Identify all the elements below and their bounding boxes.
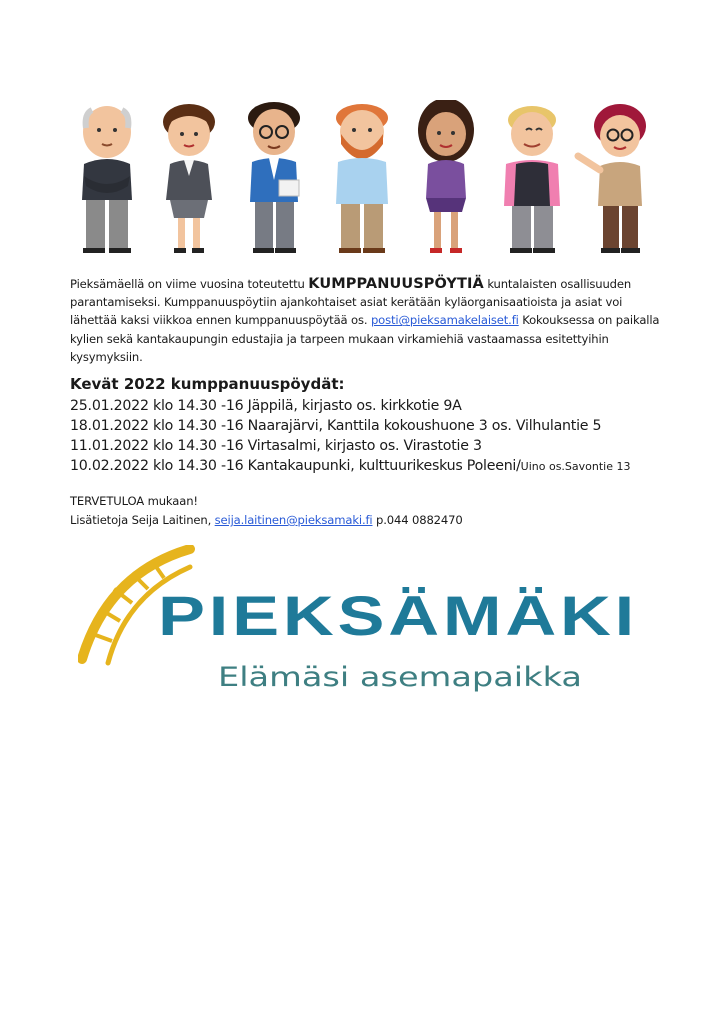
contact-email-link[interactable]: seija.laitinen@pieksamaki.fi (214, 513, 373, 527)
contact-prefix: Lisätietoja Seija Laitinen, (70, 513, 215, 527)
event-row: 25.01.2022 klo 14.30 -16 Jäppilä, kirjasto os. kirkkotie 9A (70, 398, 462, 414)
intro-text-3: Kokouksessa on paikalla kylien sekä kantakaupungin edustajia ja tarpeen mukaan virkamiehiä vastaamassa esitettyihin kysymyksiin. (70, 313, 660, 364)
event-row-main: 10.02.2022 klo 14.30 -16 Kantakaupunki, kulttuurikeskus Poleeni/ (70, 458, 521, 474)
logo-name: PIEKSÄMÄKI (158, 584, 638, 647)
posti-email-link[interactable]: posti@pieksamakelaiset.fi (370, 313, 519, 328)
contact-info (70, 511, 630, 530)
person-bald-man (82, 106, 132, 253)
footer (70, 492, 630, 530)
logo-slogan: Elämäsi asemapaikka (218, 662, 582, 693)
person-blond-man-vest (504, 106, 560, 253)
person-woman-glasses-waving (578, 104, 646, 253)
event-row: 11.01.2022 klo 14.30 -16 Virtasalmi, kirjasto os. Virastotie 3 (70, 438, 482, 454)
person-woman-purple (418, 100, 474, 253)
people-illustration (72, 100, 662, 260)
person-man-glasses-blue (248, 102, 300, 253)
intro-text-2: kuntalaisten osallisuuden parantamiseksi. Kumppanuuspöytiin ajankohtaiset asiat kerätään kyläorganisaatioista ja asiat voi lähettää kaksi viikkoa ennen kumppanuuspöytää os. (70, 277, 632, 328)
pieksamaki-logo (78, 545, 658, 715)
contact-phone: p.044 0882470 (372, 513, 463, 527)
person-bearded-man (336, 104, 388, 253)
events-heading: Kevät 2022 kumppanuuspöydät: (70, 375, 345, 393)
event-row-small: Uino os.Savontie 13 (520, 460, 631, 473)
welcome-text: TERVETULOA mukaan! (70, 494, 198, 508)
event-row (70, 456, 690, 477)
person-woman-grey-dress (163, 104, 215, 253)
events-section (70, 374, 690, 477)
intro-paragraph (70, 275, 660, 366)
event-row: 18.01.2022 klo 14.30 -16 Naarajärvi, Kanttila kokoushuone 3 os. Vilhulantie 5 (70, 418, 602, 434)
intro-highlight: KUMPPANUUSPÖYTIÄ (308, 276, 484, 292)
intro-text-1: Pieksämäellä on viime vuosina toteutettu (70, 277, 309, 291)
